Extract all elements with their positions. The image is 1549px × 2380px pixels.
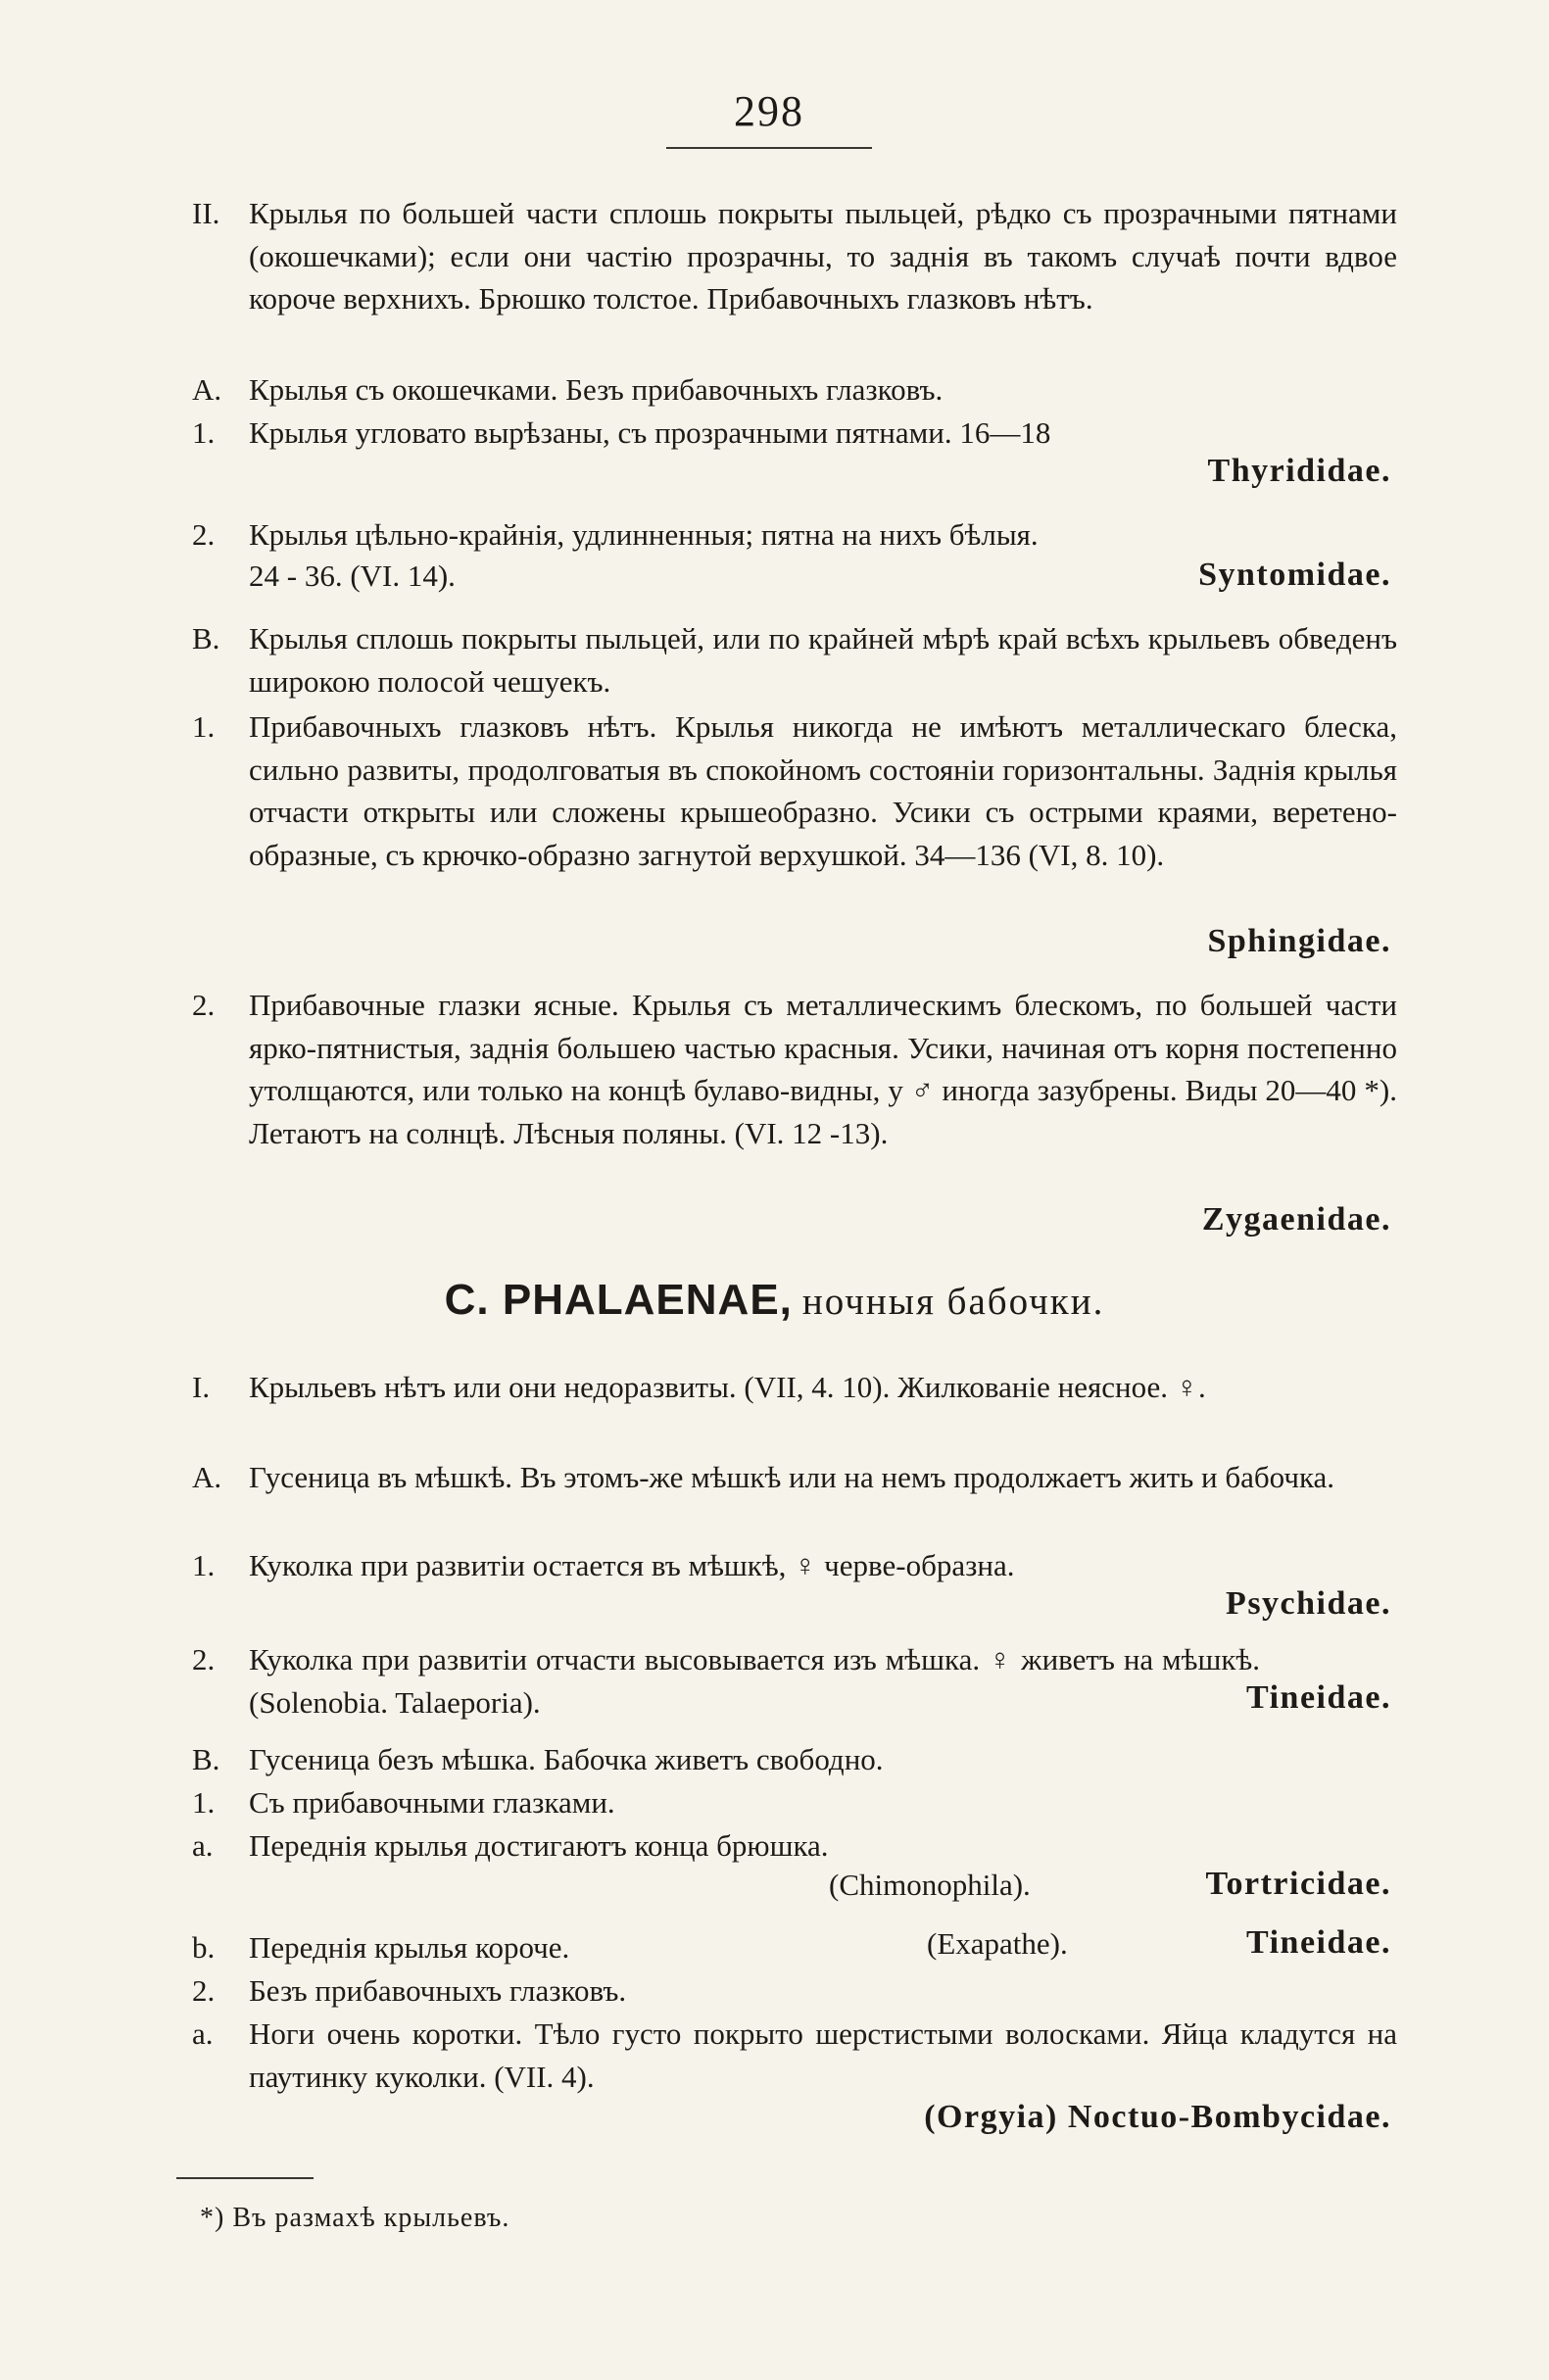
entry-text: Безъ прибавочныхъ глазковъ. (249, 1973, 627, 2008)
entry-text: Переднія крылья короче. (249, 1930, 570, 1965)
key-entry (192, 2013, 1397, 2098)
key-entry (192, 984, 1397, 1154)
entry-text: Крылья съ окошечками. Безъ прибавочныхъ глазковъ. (249, 372, 944, 407)
family-name: (Orgyia) Noctuo-Bombycidae. (924, 2099, 1391, 2135)
family-name: Psychidae. (1226, 1585, 1391, 1622)
entry-marker: 2. (192, 1973, 216, 2008)
entry-marker: 2. (192, 517, 216, 552)
key-entry (192, 1738, 1397, 1781)
entry-text: Крылья угловато вырѣзаны, съ прозрачными пятнами. 16—18 (249, 415, 1051, 450)
entry-text: Крылья сплошь покрыты пыльцей, или по крайней мѣрѣ край всѣхъ крыльевъ обведенъ широкою полосой чешуекъ. (249, 621, 1397, 699)
entry-marker: a. (192, 1828, 214, 1863)
entry-marker: B. (192, 621, 220, 656)
entry-text: 24 - 36. (VI. 14). (249, 559, 456, 593)
entry-text: Прибавочные глазки ясные. Крылья съ металлическимъ блескомъ, по большей части ярко-пятнистыя, заднія большею частью красныя. Усики, начиная отъ корня постепенно утолщаются, или только на концѣ булаво-видны, у ♂ иногда зазубрены. Виды 20—40 *). Летаютъ на солнцѣ. Лѣсныя поляны. (VI. 12 -13). (249, 988, 1397, 1150)
section-heading (0, 1276, 1549, 1325)
key-entry (192, 1544, 1397, 1587)
entry-marker: 2. (192, 1642, 216, 1676)
entry-text: Ноги очень коротки. Тѣло густо покрыто шерстистыми волосками. Яйца кладутся на паутинку куколки. (VII. 4). (249, 2016, 1397, 2094)
footnote-rule (176, 2177, 314, 2179)
key-entry (192, 705, 1397, 876)
key-entry (192, 1824, 1397, 1868)
entry-marker: 2. (192, 988, 216, 1022)
entry-marker: A. (192, 1460, 222, 1494)
genus-note: (Exapathe). (927, 1926, 1068, 1961)
entry-marker: B. (192, 1742, 220, 1776)
key-entry (192, 1926, 1397, 1969)
key-entry (192, 513, 1397, 557)
key-entry (192, 617, 1397, 703)
section-heading-russian: ночныя бабочки. (801, 1281, 1105, 1323)
entry-marker: 1. (192, 1548, 216, 1582)
family-name: Sphingidae. (1207, 923, 1391, 959)
page-number-rule (666, 147, 872, 149)
entry-marker: 1. (192, 415, 216, 450)
entry-text: Крылья по большей части сплошь покрыты пыльцей, рѣдко съ прозрачными пятнами (окошечками); если они частію прозрачны, то заднія въ такомъ случаѣ почти вдвое короче верхнихъ. Брюшко толстое. Прибавочныхъ глазковъ нѣтъ. (249, 196, 1397, 316)
family-name: Tortricidae. (1205, 1866, 1391, 1902)
entry-text: Куколка при развитіи отчасти высовывается изъ мѣшка. ♀ живетъ на мѣшкѣ. (Solenobia. Talaeporia). (249, 1642, 1260, 1720)
section-heading-latin: C. PHALAENAE, (444, 1276, 793, 1324)
entry-text: Гусеница въ мѣшкѣ. Въ этомъ-же мѣшкѣ или на немъ продолжаетъ жить и бабочка. (249, 1460, 1335, 1494)
entry-text: Прибавочныхъ глазковъ нѣтъ. Крылья никогда не имѣютъ металлическаго блеска, сильно развиты, продолговатыя въ спокойномъ состояніи горизонтальны. Заднія крылья отчасти открыты или сложены крышеобразно. Усики съ острыми краями, веретено-образные, съ крючко-образно загнутой верхушкой. 34—136 (VI, 8. 10). (249, 709, 1397, 872)
key-entry (192, 1638, 1260, 1724)
key-entry (192, 1969, 1397, 2013)
entry-text: Гусеница безъ мѣшка. Бабочка живетъ свободно. (249, 1742, 884, 1776)
entry-marker: 1. (192, 709, 216, 744)
family-name: Syntomidae. (1198, 557, 1391, 593)
family-name: Zygaenidae. (1201, 1201, 1391, 1238)
entry-marker: II. (192, 196, 220, 230)
entry-marker: A. (192, 372, 222, 407)
entry-text: Переднія крылья достигаютъ конца брюшка. (249, 1828, 829, 1863)
footnote: *) Въ размахѣ крыльевъ. (200, 2203, 510, 2233)
family-name: Tineidae. (1246, 1924, 1391, 1961)
page-number: 298 (734, 87, 804, 135)
family-name: Tineidae. (1246, 1679, 1391, 1716)
key-entry (192, 192, 1397, 320)
entry-marker: b. (192, 1930, 216, 1965)
entry-text: Крыльевъ нѣтъ или они недоразвиты. (VII, 4. 10). Жилкованіе неясное. ♀. (249, 1370, 1206, 1404)
entry-text: Крылья цѣльно-крайнія, удлинненныя; пятна на нихъ бѣлыя. (249, 517, 1039, 552)
entry-text: Съ прибавочными глазками. (249, 1785, 615, 1820)
entry-marker: a. (192, 2016, 214, 2051)
entry-marker: I. (192, 1370, 211, 1404)
entry-marker: 1. (192, 1785, 216, 1820)
key-entry (192, 1781, 1397, 1824)
family-name: Thyrididae. (1207, 453, 1391, 489)
genus-note: (Chimonophila). (829, 1868, 1031, 1902)
key-entry (192, 412, 1397, 455)
entry-text: Куколка при развитіи остается въ мѣшкѣ, ♀ черве-образна. (249, 1548, 1015, 1582)
key-entry (192, 368, 1397, 412)
key-entry (192, 1366, 1397, 1409)
key-entry (192, 1456, 1397, 1499)
